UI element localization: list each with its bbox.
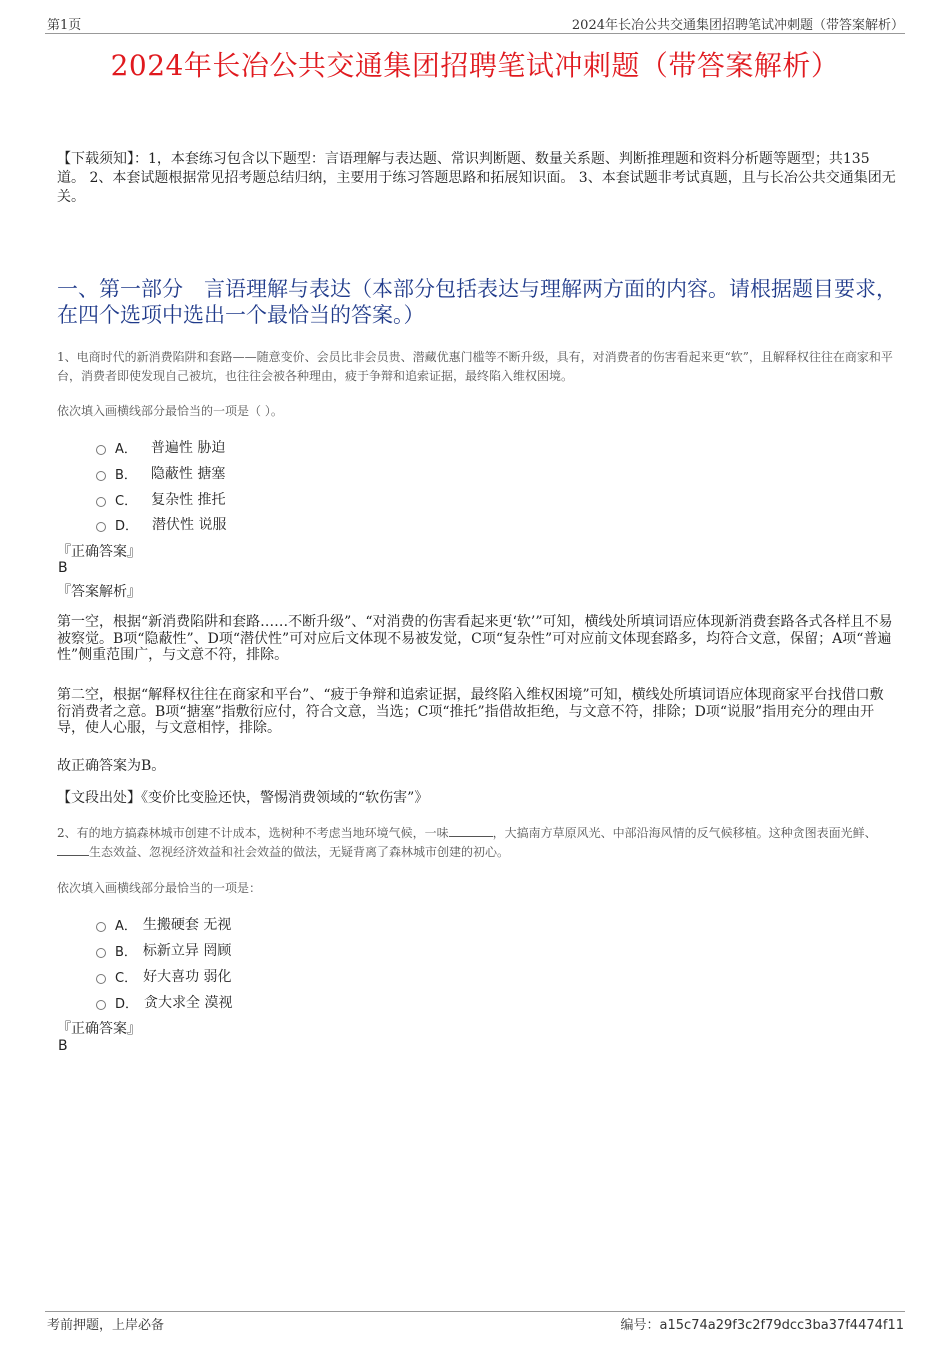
radio-icon[interactable]	[96, 522, 106, 532]
question-2-option-b[interactable]: B． 标新立异 罔顾	[96, 940, 231, 960]
question-1-option-c[interactable]: C． 复杂性 推托	[96, 489, 226, 509]
analysis-paragraph-1: 第一空，根据“新消费陷阱和套路……不断升级”、“对消费的伤害看起来更‘软’”可知，横线处所填词语应体现新消费套路各式各样且不易被察觉。B项“隐蔽性”、D项“潜伏性”可对应后文体现不易被发觉，C项“复杂性”可对应前文体现套路多，均符合文意，保留；A项“普遍性”侧重范围广，与文意不符，排除。	[57, 614, 893, 663]
radio-icon[interactable]	[96, 1000, 106, 1010]
question-2-option-c[interactable]: C． 好大喜功 弱化	[96, 966, 232, 986]
question-1-stem: 1、电商时代的新消费陷阱和套路——随意变价、会员比非会员贵、潜藏优惠门槛等不断升级，具有，对消费者的伤害看起来更“软”，且解释权往往在商家和平台，消费者即使发现自己被坑，也往往会被各种理由，疲于争辩和追索证据，最终陷入维权困境。	[57, 350, 893, 383]
radio-icon[interactable]	[96, 974, 106, 984]
correct-answer: B	[58, 560, 68, 576]
question-2-stem: 2、有的地方搞森林城市创建不计成本，选树种不考虑当地环境气候，一味 ，大搞南方草原风光、中部沿海风情的反气候移植。这种贪图表面光鲜、生态效益、忽视经济效益和社会效益的做法，无疑背离了森林城市创建的初心。	[57, 826, 877, 859]
radio-icon[interactable]	[96, 445, 106, 455]
question-2-option-a[interactable]: A． 生搬硬套 无视	[96, 914, 231, 934]
question-1-prompt: 依次填入画横线部分最恰当的一项是（ ）。	[57, 404, 283, 418]
question-1-option-a[interactable]: A． 普遍性 胁迫	[96, 437, 225, 457]
blank-line	[57, 844, 89, 856]
radio-icon[interactable]	[96, 922, 106, 932]
correct-answer-label: 『正确答案』	[57, 544, 141, 560]
analysis-paragraph-2: 第二空，根据“解释权往往在商家和平台”、“疲于争辩和追索证据，最终陷入维权困境”可知，横线处所填词语应体现商家平台找借口敷衍消费者之意。B项“搪塞”指敷衍应付，符合文意，当选；C项“推托”指借故拒绝，与文意不符，排除；D项“说服”指用充分的理由开导，使人心服，与文意相悖，排除。	[57, 687, 884, 736]
question-1-option-b[interactable]: B． 隐蔽性 搪塞	[96, 463, 225, 483]
footer-slogan: 考前押题，上岸必备	[47, 1318, 165, 1333]
analysis-conclusion: 故正确答案为B。	[57, 758, 166, 774]
correct-answer-label: 『正确答案』	[57, 1021, 141, 1037]
download-notice: 【下载须知】：1，本套练习包含以下题型：言语理解与表达题、常识判断题、数量关系题、判断推理题和资料分析题等题型；共135道。 2、本套试题根据常见招考题总结归纳，主要用于练习答题思路和拓展知识面。 3、本套试题非考试真题，且与长冶公共交通集团无关。	[57, 151, 896, 205]
correct-answer: B	[58, 1038, 68, 1054]
page-title: 2024年长冶公共交通集团招聘笔试冲刺题（带答案解析）	[110, 49, 840, 82]
question-2-prompt: 依次填入画横线部分最恰当的一项是：	[57, 881, 262, 895]
header-doc-title: 2024年长冶公共交通集团招聘笔试冲刺题（带答案解析）	[571, 18, 904, 33]
radio-icon[interactable]	[96, 471, 106, 481]
passage-source: 【文段出处】《变价比变脸还快，警惕消费领域的“软伤害”》	[57, 790, 429, 806]
radio-icon[interactable]	[96, 948, 106, 958]
question-1-option-d[interactable]: D． 潜伏性 说服	[96, 514, 226, 534]
header-divider	[45, 33, 905, 34]
blank-line	[449, 825, 493, 837]
footer-divider	[45, 1311, 905, 1312]
document-code: 编号：a15c74a29f3c2f79dcc3ba37f4474f11	[620, 1318, 904, 1333]
analysis-label: 『答案解析』	[57, 584, 141, 600]
radio-icon[interactable]	[96, 497, 106, 507]
section-heading: 一、第一部分 言语理解与表达（本部分包括表达与理解两方面的内容。请根据题目要求，在四个选项中选出一个最恰当的答案。）	[57, 277, 897, 327]
page-number: 第1页	[47, 18, 82, 33]
question-2-option-d[interactable]: D． 贪大求全 漠视	[96, 992, 232, 1012]
